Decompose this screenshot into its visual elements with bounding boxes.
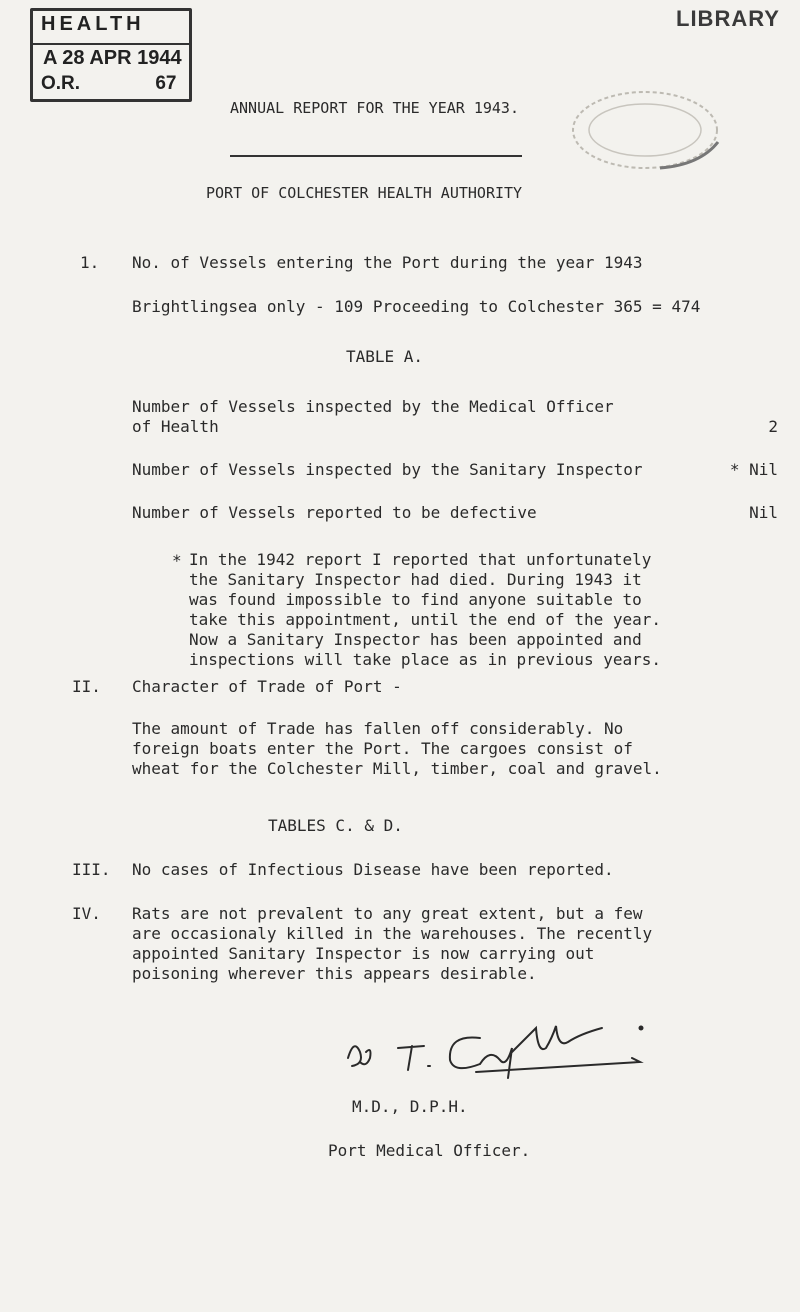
section-number-3: III. xyxy=(72,860,111,879)
vessels-breakdown-line: Brightlingsea only - 109 Proceeding to Colchester 365 = 474 xyxy=(132,297,701,316)
rats-text: Rats are not prevalent to any great extent, but a few are occasionaly killed in the warehouses. The recently appointed Sanitary Inspector is now carrying out poisoning wherever this appears desirable. xyxy=(132,904,653,983)
table-a-title: TABLE A. xyxy=(346,347,424,366)
trade-body: The amount of Trade has fallen off considerably. No foreign boats enter the Port. The cargoes consist of wheat for the Colchester Mill, timber, coal and gravel. xyxy=(132,719,662,778)
table-a-row-label: Number of Vessels inspected by the Sanitary Inspector xyxy=(132,460,643,479)
signer-qualifications: M.D., D.P.H. xyxy=(352,1097,468,1116)
footnote-text: In the 1942 report I reported that unfortunately the Sanitary Inspector had died. During 1943 it was found impossible to find anyone suitable to take this appointment, until the end of the year. Now a Sanitary Inspector has been appointed and inspections will take place as in previous years. xyxy=(189,550,662,669)
title-underline xyxy=(230,155,522,157)
table-a-row-value: Nil xyxy=(749,503,778,522)
signer-title: Port Medical Officer. xyxy=(328,1141,531,1160)
section-number-1: 1. xyxy=(80,253,100,272)
tables-cd-title: TABLES C. & D. xyxy=(268,816,403,835)
stamp-line-or: O.R. 67 xyxy=(41,73,177,94)
received-stamp xyxy=(30,8,192,102)
handwritten-signature xyxy=(340,1008,650,1088)
section-number-4: IV. xyxy=(72,904,101,923)
library-seal-stamp xyxy=(560,80,730,180)
stamp-divider xyxy=(33,43,189,45)
vessels-entering-line: No. of Vessels entering the Port during the year 1943 xyxy=(132,253,643,272)
table-a-row-value: 2 xyxy=(768,417,778,436)
report-title: ANNUAL REPORT FOR THE YEAR 1943. xyxy=(230,99,519,117)
authority-title: PORT OF COLCHESTER HEALTH AUTHORITY xyxy=(206,184,523,202)
library-label: LIBRARY xyxy=(676,6,780,31)
infectious-disease-text: No cases of Infectious Disease have been reported. xyxy=(132,860,614,879)
table-a-row-value: * Nil xyxy=(729,460,778,479)
table-a-row-label: Number of Vessels inspected by the Medical Officer of Health xyxy=(132,397,614,436)
stamp-line-date: A 28 APR 1944 xyxy=(43,47,182,69)
stamp-line-health: HEALTH xyxy=(41,13,145,35)
table-a-row-label: Number of Vessels reported to be defective xyxy=(132,503,537,522)
section-number-2: II. xyxy=(72,677,101,696)
trade-heading: Character of Trade of Port - xyxy=(132,677,402,696)
footnote-asterisk: * xyxy=(172,551,182,570)
